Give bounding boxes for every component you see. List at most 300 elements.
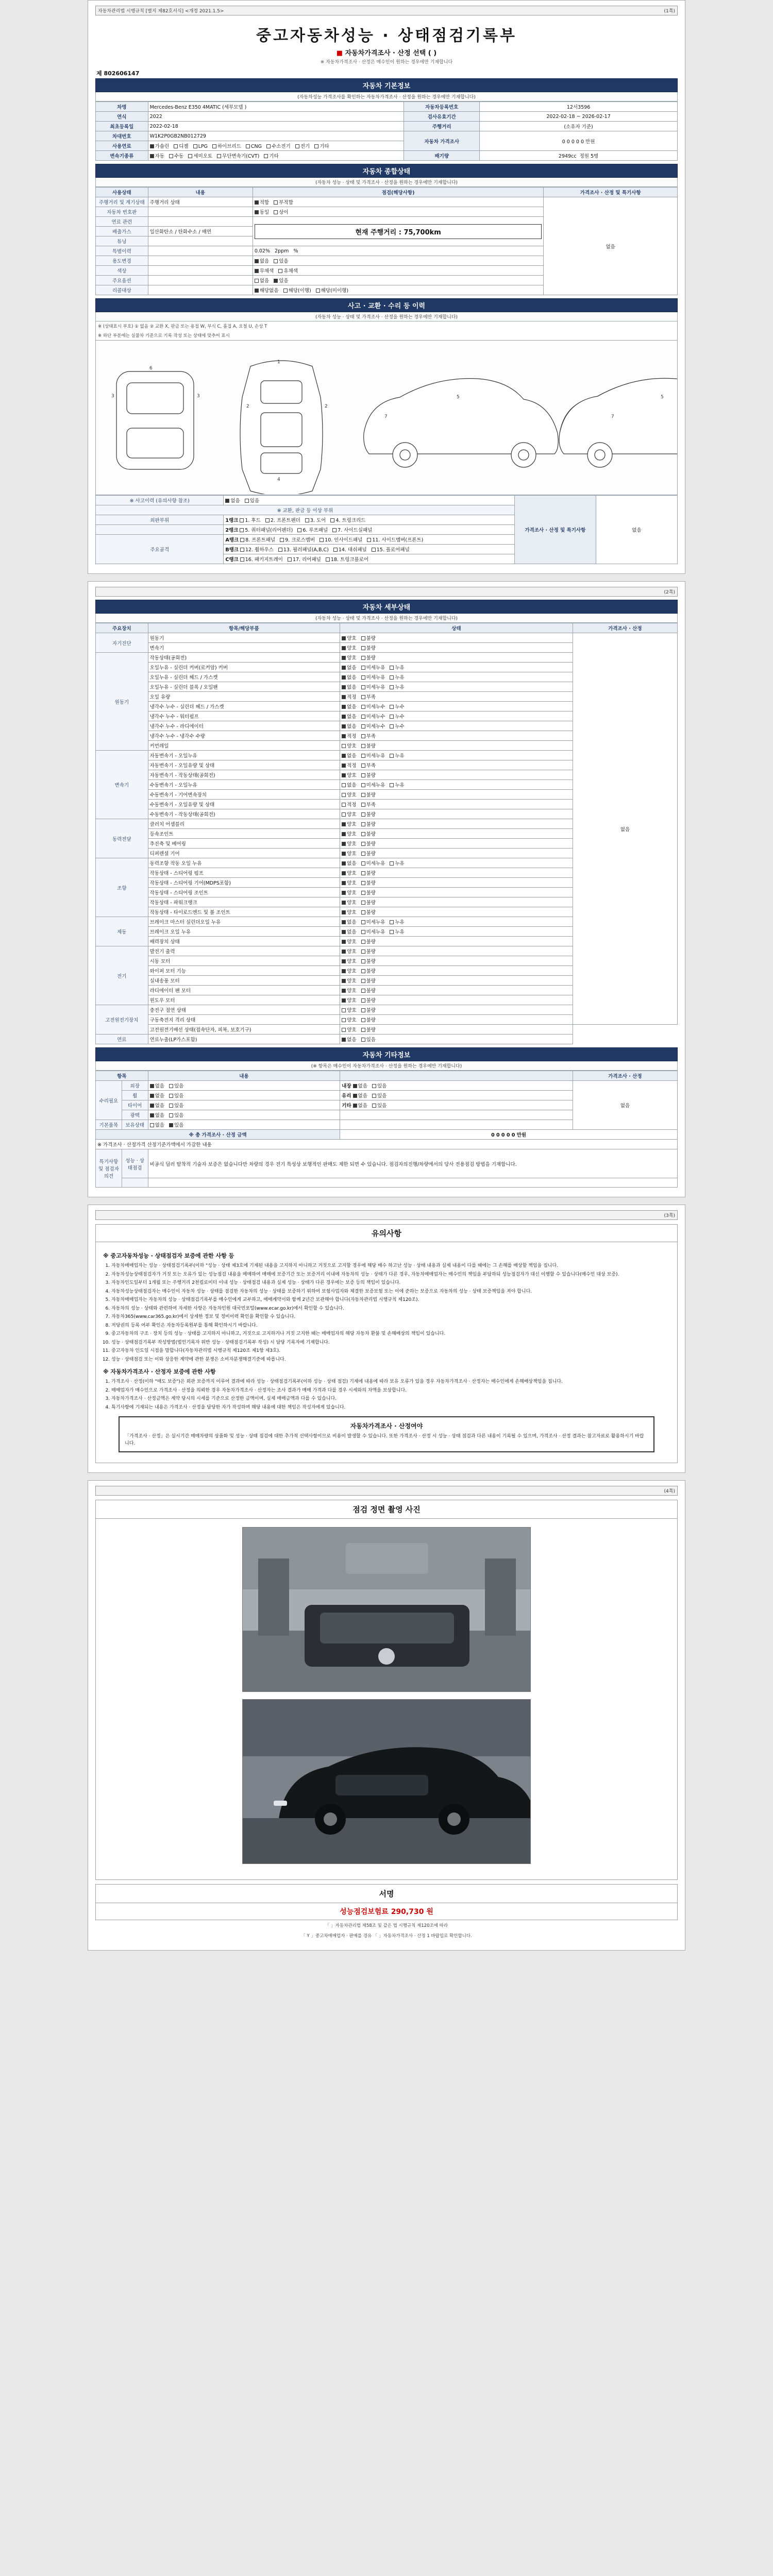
opt-usechange-none[interactable]: 없음 [255, 257, 269, 264]
opt-yes[interactable]: 있음 [169, 1121, 183, 1128]
state-cv-joint [340, 829, 573, 839]
opt-mileage-bad[interactable]: 부적합 [274, 198, 293, 206]
opt-good[interactable]: 양호 [342, 947, 356, 955]
row-label-fuelrel: 연료 관련 [96, 217, 148, 227]
opt-slight[interactable]: 미세누유 [361, 918, 385, 925]
car-diagram-svg [96, 341, 677, 494]
opt-leak[interactable]: 누수 [390, 703, 404, 710]
opt-none[interactable]: 없음 [342, 683, 356, 690]
vehicle-exterior-photo-svg [243, 1700, 530, 1863]
trans-option-other[interactable]: 기타 [264, 152, 278, 159]
parts-rank-1: 1랭크 1. 후드 2. 프론트펜더 3. 도어 4. 트렁크리드 [224, 515, 515, 525]
label-model-year: 연식 [96, 112, 148, 122]
opt-leak[interactable]: 누수 [390, 722, 404, 730]
opt-bad[interactable]: 불량 [361, 850, 376, 857]
callout-title: 자동차가격조사 · 산정여야 [350, 1422, 423, 1430]
opt-leak[interactable]: 누유 [390, 752, 404, 759]
group-transmission: 변속기 [96, 751, 148, 819]
opt-yes[interactable]: 있음 [169, 1111, 183, 1118]
opt-options-yes[interactable]: 있음 [274, 277, 288, 284]
label-mileage: 주행거리 [404, 122, 480, 131]
label-accident-history: ※ 사고이력 (유의사항 참조) [96, 496, 224, 505]
group-fuel: 연료 [96, 1035, 148, 1044]
footer-line-2: 「 Y 」중고차매매업자 · 판매를 경유 「 」자동차가격조사 · 산정 1 바랍입로 확인합니다. [301, 1934, 472, 1939]
opt-good[interactable]: 양호 [342, 879, 356, 886]
opt-good[interactable]: 양호 [342, 742, 356, 749]
opt-none[interactable]: 없음 [342, 713, 356, 720]
state-steer-joint [340, 888, 573, 897]
opt-none[interactable]: 없음 [150, 1121, 164, 1128]
opt-bad[interactable]: 불량 [361, 1016, 376, 1023]
opt-color-chromatic[interactable]: 유채색 [278, 267, 298, 274]
trans-option-semi[interactable]: 세미오토 [188, 152, 212, 159]
opt-bad[interactable]: 불량 [361, 742, 376, 749]
opt-good[interactable]: 양호 [342, 791, 356, 798]
opt-none[interactable]: 없음 [150, 1082, 164, 1089]
parts-rank-b: B랭크 12. 휠하우스 13. 필러패널(A,B,C) 14. 대쉬패널 15. 플로어패널 [224, 545, 515, 554]
row-check-plate [253, 207, 544, 217]
opt-none[interactable]: 없음 [353, 1092, 367, 1099]
opt-none[interactable]: 없음 [342, 664, 356, 671]
part-trunk-lid[interactable]: 4. 트렁크리드 [330, 516, 365, 523]
state-steer-pump [340, 868, 573, 878]
item-coolant-head: 냉각수 누수 - 실린더 헤드 / 가스켓 [148, 702, 340, 711]
emission-smoke: % [293, 248, 298, 254]
part-wheel-house[interactable]: 12. 휠하우스 [240, 546, 274, 553]
opt-bad[interactable]: 불량 [361, 1026, 376, 1033]
opt-bad[interactable]: 불량 [361, 987, 376, 994]
state-oil-level [340, 692, 573, 702]
opt-none[interactable]: 없음 [342, 673, 356, 681]
opt-bad[interactable]: 불량 [361, 634, 376, 641]
list-item: 9. 중고자동차의 구조 · 장치 등의 성능 · 상태를 고지하지 아니하고, 거짓으로 고지하거나 거짓 고지한 때는 매매업자의 해당 자동차 환불 및 손해배상의 책임이 있습니다. [111, 1331, 670, 1338]
opt-options-none[interactable]: 없음 [255, 277, 269, 284]
page-4 [88, 1480, 685, 1951]
value-accident-history [224, 496, 515, 505]
opt-low[interactable]: 부족 [361, 801, 376, 808]
table-row [96, 151, 678, 161]
opt-good[interactable]: 양호 [342, 1016, 356, 1023]
opt-bad[interactable]: 불량 [361, 899, 376, 906]
price-survey-callout [119, 1416, 654, 1452]
list-item: 5. 자동차매매업자는 자동차의 성능 · 상태점검기록부를 매수인에게 교부하고, 매매계약서와 함께 2년간 보관해야 합니다(자동차관리법 시행규칙 제120조). [111, 1297, 670, 1304]
opt-good[interactable]: 양호 [342, 820, 356, 827]
vehicle-damage-diagram[interactable] [95, 341, 678, 495]
state-engine-diag [340, 633, 573, 643]
row-label-mileage-state: 주행거리 및 계기상태 [96, 197, 148, 207]
state-drive-battery [340, 1015, 573, 1025]
notice-title: 유의사항 [95, 1224, 678, 1242]
section-detail-sub: (자동차 성능 · 상태 및 가격조사 · 산정을 원하는 경우에만 기재합니다) [95, 614, 678, 623]
part-inside-panel[interactable]: 10. 인사이드패널 [320, 536, 362, 543]
opt-bad[interactable]: 불량 [361, 840, 376, 847]
fuel-option-other[interactable]: 기타 [314, 142, 329, 149]
form-legal-ref: 자동차관리법 시행규칙 [별지 제82호서식] <개정 2021.1.5> [98, 9, 224, 14]
state-at-oil-level [340, 760, 573, 770]
opt-proper[interactable]: 적정 [342, 801, 356, 808]
item-wiper-motor: 와이퍼 모터 기능 [148, 966, 340, 976]
label-transmission: 변속기종류 [96, 151, 148, 161]
opt-bad[interactable]: 불량 [361, 957, 376, 964]
photos-title: 점검 정면 촬영 사진 [95, 1500, 678, 1519]
group-steering: 조향 [96, 858, 148, 917]
item-steer-pump: 작동상태 - 스티어링 펌프 [148, 868, 340, 878]
doc-no-value: 802606147 [104, 70, 140, 77]
opt-slight[interactable]: 미세누수 [361, 713, 385, 720]
opt-none[interactable]: 없음 [342, 918, 356, 925]
opt-bad[interactable]: 불량 [361, 654, 376, 661]
state-rocker-cover [340, 663, 573, 672]
document-subtitle [95, 47, 678, 57]
part-cross-member[interactable]: 9. 크로스멤버 [280, 536, 315, 543]
accident-legend-1: ※ (상태표시 부호) ① 없음 ② 교환 X, 판금 또는 용접 W, 부식 C, 흠집 A, 요철 U, 손상 T [95, 321, 678, 331]
item-trans-diag: 변속기 [148, 643, 340, 653]
svg-text:3: 3 [197, 394, 200, 399]
item-coolant-level: 냉각수 누수 - 냉각수 수량 [148, 731, 340, 741]
page-3 [88, 1205, 685, 1473]
trans-option-auto[interactable]: 자동 [150, 152, 164, 159]
etc-state-other: 기타 없음 있음 [340, 1100, 573, 1110]
item-water-pump: 냉각수 누수 - 워터펌프 [148, 711, 340, 721]
part-side-sill[interactable]: 7. 사이드실패널 [332, 526, 372, 533]
opt-bad[interactable]: 불량 [361, 908, 376, 916]
opt-recall-done[interactable]: 해당(이행) [283, 286, 311, 294]
row-check-recall [253, 285, 544, 295]
opt-leak[interactable]: 누유 [390, 683, 404, 690]
label-car-name: 차명 [96, 102, 148, 112]
opt-low[interactable]: 부족 [361, 761, 376, 769]
opt-slight[interactable]: 미세누유 [361, 664, 385, 671]
fuel-option-gasoline[interactable]: 가솔린 [150, 142, 170, 149]
opt-none[interactable]: 없음 [150, 1111, 164, 1118]
part-dash-panel[interactable]: 14. 대쉬패널 [333, 546, 367, 553]
state-cyl-block [340, 682, 573, 692]
fuel-option-diesel[interactable]: 디젤 [174, 142, 188, 149]
vehicle-exterior-photo[interactable] [242, 1699, 531, 1864]
label-vin: 차대번호 [96, 131, 148, 141]
table-row [96, 1149, 678, 1178]
opt-none[interactable]: 없음 [150, 1101, 164, 1109]
item-cyl-head: 오일누유 - 실린더 헤드 / 가스켓 [148, 672, 340, 682]
item-alternator: 발전기 출력 [148, 946, 340, 956]
subtitle-mark: ■ [336, 49, 343, 57]
opt-bad[interactable]: 불량 [361, 791, 376, 798]
opt-yes[interactable]: 있음 [372, 1092, 386, 1099]
opt-good[interactable]: 양호 [342, 1026, 356, 1033]
opt-leak[interactable]: 누유 [390, 859, 404, 867]
etc-state-tire [148, 1100, 340, 1110]
opinion-sub-label: 성능 · 상태점검 [122, 1149, 148, 1178]
opt-leak[interactable]: 누유 [390, 673, 404, 681]
opt-none[interactable]: 없음 [353, 1101, 367, 1109]
notice-list-1 [111, 1263, 670, 1363]
section-overall: 자동차 종합상태 [95, 164, 678, 178]
opt-recall-pending[interactable]: 해당(미이행) [316, 286, 348, 294]
opt-leak[interactable]: 누유 [390, 918, 404, 925]
item-radiator-fan: 라디에이터 팬 모터 [148, 986, 340, 995]
part-rear-panel[interactable]: 17. 리어패널 [288, 555, 321, 563]
subtitle-text: 자동차가격조사 · 산정 선택 ( ) [345, 49, 437, 57]
opt-accident-none[interactable]: 없음 [225, 497, 240, 504]
opt-slight[interactable]: 미세누수 [361, 722, 385, 730]
opt-none[interactable]: 없음 [342, 752, 356, 759]
opinion-text[interactable]: 비공식 딜러 탈착적 기술자 보증은 없습니다만 차량의 경우 전기 특성상 보행적인 판매도 제한 되면 수 있습니다. 점검자의진행/차량에서의 당사 전용점검 방법을 기재합니다. [148, 1149, 677, 1178]
opt-slight[interactable]: 미세누유 [361, 673, 385, 681]
opt-slight[interactable]: 미세누유 [361, 752, 385, 759]
table-row [96, 1178, 678, 1188]
opt-good[interactable]: 양호 [342, 644, 356, 651]
opt-none[interactable]: 없음 [342, 703, 356, 710]
opt-recall-none[interactable]: 해당없음 [255, 286, 279, 294]
table-row [96, 1140, 678, 1149]
opt-bad[interactable]: 불량 [361, 947, 376, 955]
opt-good[interactable]: 양호 [342, 899, 356, 906]
state-mt-shift [340, 790, 573, 800]
opt-none[interactable]: 없음 [353, 1082, 367, 1089]
opt-leak[interactable]: 누유 [390, 781, 404, 788]
etc-state-exterior [148, 1081, 340, 1091]
opt-bad[interactable]: 불량 [361, 879, 376, 886]
section-accident: 사고 · 교환 · 수리 등 이력 [95, 298, 678, 312]
opt-yes[interactable]: 있음 [372, 1082, 386, 1089]
opt-bad[interactable]: 불량 [361, 644, 376, 651]
opt-slight[interactable]: 미세누유 [361, 683, 385, 690]
part-door[interactable]: 3. 도어 [305, 516, 326, 523]
form-topbar-4 [95, 1486, 678, 1496]
document-number [96, 69, 678, 77]
part-side-member[interactable]: 11. 사이드멤버(프론트) [367, 536, 423, 543]
item-steer-joint: 작동상태 - 스티어링 조인트 [148, 888, 340, 897]
row-label-recall: 리콜대상 [96, 285, 148, 295]
opt-bad[interactable]: 불량 [361, 1006, 376, 1013]
trans-option-cvt[interactable]: 무단변속기(CVT) [217, 152, 259, 159]
list-item: 6. 자동차의 성능 · 상태와 관련하여 자세한 사항은 자동차민원 대국민포털(www.ecar.go.kr)에서 확인할 수 있습니다. [111, 1306, 670, 1313]
row-content-mileage: 주행거리 상태 [148, 197, 253, 207]
svg-text:5: 5 [457, 395, 460, 400]
table-header-row [96, 188, 678, 197]
item-hv-wiring: 고전원전기배선 상태(접속단자, 피복, 보호기구) [148, 1025, 340, 1035]
opt-good[interactable]: 양호 [342, 987, 356, 994]
opt-leak[interactable]: 누유 [390, 928, 404, 935]
section-basic-info: 자동차 기본정보 [95, 78, 678, 92]
opt-good[interactable]: 양호 [342, 889, 356, 896]
row-label-emission: 배출가스 [96, 227, 148, 236]
page-number-1: (1쪽) [664, 9, 675, 14]
label-fuel: 사용연료 [96, 141, 148, 151]
opt-good[interactable]: 양호 [342, 850, 356, 857]
table-row [96, 1081, 678, 1091]
opt-leak[interactable]: 누유 [390, 664, 404, 671]
part-roof-panel[interactable]: 6. 루프패널 [297, 526, 328, 533]
value-displacement: 2949cc 정원 5명 [480, 151, 678, 161]
opt-slight[interactable]: 미세누수 [361, 703, 385, 710]
state-blower-motor [340, 976, 573, 986]
opt-accident-yes[interactable]: 있음 [245, 497, 259, 504]
accident-history-table [95, 495, 678, 564]
opt-none[interactable]: 없음 [342, 859, 356, 867]
table-row [96, 1130, 678, 1140]
item-charge-port: 충전구 절연 상태 [148, 1005, 340, 1015]
opt-good[interactable]: 양호 [342, 810, 356, 818]
opt-proper[interactable]: 적정 [342, 693, 356, 700]
row-check-mileage [253, 197, 544, 207]
svg-text:5: 5 [661, 395, 664, 400]
state-common-rail [340, 741, 573, 751]
state-drive-shaft [340, 839, 573, 849]
fuel-option-electric[interactable]: 전기 [295, 142, 310, 149]
opt-plate-diff[interactable]: 상이 [274, 208, 288, 215]
item-cyl-block: 오일누유 - 실린더 블록 / 오일팬 [148, 682, 340, 692]
opt-good[interactable]: 양호 [342, 938, 356, 945]
opt-plate-same[interactable]: 동일 [255, 208, 269, 215]
fuel-option-hydrogen[interactable]: 수소전기 [266, 142, 291, 149]
col-etc-item: 항목 [96, 1071, 148, 1081]
opt-slight[interactable]: 미세누유 [361, 928, 385, 935]
state-radiator-fan [340, 986, 573, 995]
form-topbar-2 [95, 587, 678, 597]
opt-yes[interactable]: 있음 [169, 1092, 183, 1099]
opt-none[interactable]: 없음 [342, 722, 356, 730]
state-steer-gear [340, 878, 573, 888]
opt-none[interactable]: 없음 [342, 781, 356, 788]
part-floor-panel[interactable]: 15. 플로어패널 [372, 546, 410, 553]
list-item: 11. 중고자동차 인도일 시점을 말합니다(자동차관리법 시행규칙 제120조 제1항 제3호). [111, 1348, 670, 1355]
opt-bad[interactable]: 불량 [361, 977, 376, 984]
state-radiator [340, 721, 573, 731]
opt-proper[interactable]: 적정 [342, 732, 356, 739]
opt-good[interactable]: 양호 [342, 1006, 356, 1013]
opt-bad[interactable]: 불량 [361, 967, 376, 974]
opt-none[interactable]: 없음 [342, 1036, 356, 1043]
opt-slight[interactable]: 미세누유 [361, 781, 385, 788]
opt-good[interactable]: 양호 [342, 654, 356, 661]
opt-bad[interactable]: 불량 [361, 889, 376, 896]
opt-none[interactable]: 없음 [342, 928, 356, 935]
page-2 [88, 581, 685, 1197]
opt-good[interactable]: 양호 [342, 634, 356, 641]
opt-good[interactable]: 양호 [342, 908, 356, 916]
opt-slight[interactable]: 미세누유 [361, 859, 385, 867]
callout-body: 「가격조사 · 산정」은 실시기간 매매차량의 상품화 및 성능 · 상태 점검에 대한 추가적 선택사항이므로 비용이 발생할 수 있습니다. 또한 가격조사 · 산정 시 성능 · 상태 점검과 다른 내용이 기록될 수 있으며, 가격조사 · 산정 결과는 참고자료로 활용하시기 바랍니다. [125, 1434, 644, 1446]
item-mt-oil: 수동변속기 - 오일유량 및 상태 [148, 800, 340, 809]
section-etc: 자동차 기타정보 [95, 1047, 678, 1061]
opt-good[interactable]: 양호 [342, 840, 356, 847]
opt-good[interactable]: 양호 [342, 771, 356, 778]
opt-yes[interactable]: 있음 [169, 1082, 183, 1089]
item-at-oil-level: 자동변속기 - 오일유량 및 상태 [148, 760, 340, 770]
row-check-emission-values [253, 246, 544, 256]
fuel-option-lpg[interactable]: LPG [193, 144, 208, 149]
opt-mileage-ok[interactable]: 적합 [255, 198, 269, 206]
part-package-tray[interactable]: 16. 패키지트레이 [240, 555, 283, 563]
opt-bad[interactable]: 불량 [361, 810, 376, 818]
col-state: 상태 [340, 623, 573, 633]
list-item: 2. 자동차성능상태점검자가 거짓 또는 오류가 있는 성능점검 내용을 매매하여 매매에 보증기간 또는 보증거리 이내에 자동차의 성능 · 상태가 다른 경우, 자동차매매업자는 매수인의 책임을 부담하되 성능점검자가 대신 이행할 수 있습니다(매수인 대상 보증). [111, 1272, 670, 1279]
opt-yes[interactable]: 있음 [169, 1101, 183, 1109]
part-pillar-panel[interactable]: 13. 필러패널(A,B,C) [278, 546, 329, 553]
opt-good[interactable]: 양호 [342, 957, 356, 964]
item-common-rail: 커먼레일 [148, 741, 340, 751]
row-label-plate: 자동차 번호판 [96, 207, 148, 217]
value-mileage-note: (소유자 기준) [480, 122, 678, 131]
opt-leak[interactable]: 누수 [390, 713, 404, 720]
part-front-panel[interactable]: 8. 프론트패널 [240, 536, 275, 543]
total-price-value: 0 0 0 0 0 만원 [340, 1130, 678, 1140]
opt-bad[interactable]: 불량 [361, 996, 376, 1004]
value-car-name: Mercedes-Benz E350 4MATIC (세부모델 ) [148, 102, 404, 112]
accident-price-head: 가격조사 · 산정 및 특기사항 [514, 496, 596, 564]
etc-group-basic-items: 기본품목 [96, 1120, 122, 1130]
opt-yes[interactable]: 있음 [361, 1036, 376, 1043]
opt-good[interactable]: 양호 [342, 869, 356, 876]
part-hood[interactable]: 1. 후드 [240, 516, 260, 523]
item-brake-oil: 브레이크 오일 누유 [148, 927, 340, 937]
table-row [96, 112, 678, 122]
fuel-option-cng[interactable]: CNG [246, 144, 262, 149]
table-row [96, 496, 678, 505]
opt-bad[interactable]: 불량 [361, 771, 376, 778]
opt-color-achromatic[interactable]: 무채색 [255, 267, 274, 274]
state-alternator [340, 946, 573, 956]
opt-good[interactable]: 양호 [342, 977, 356, 984]
row-label-options: 주요옵션 [96, 276, 148, 285]
trans-option-manual[interactable]: 수동 [169, 152, 183, 159]
opt-good[interactable]: 양호 [342, 967, 356, 974]
opt-none[interactable]: 없음 [150, 1092, 164, 1099]
opt-bad[interactable]: 불량 [361, 830, 376, 837]
detail-price-value: 없음 [573, 633, 677, 1025]
item-engine-idle: 작동상태(공회전) [148, 653, 340, 663]
opt-yes[interactable]: 있음 [372, 1101, 386, 1109]
item-at-idle: 자동변속기 - 작동상태(공회전) [148, 770, 340, 780]
row-label-history: 특별이력 [96, 246, 148, 256]
part-trunk-floor[interactable]: 18. 트렁크플로어 [326, 555, 368, 563]
opt-usechange-yes[interactable]: 있음 [274, 257, 288, 264]
state-power-crank [340, 897, 573, 907]
form-legal-ref-2 [98, 588, 99, 595]
opt-low[interactable]: 부족 [361, 693, 376, 700]
table-row [96, 1025, 678, 1035]
opt-good[interactable]: 양호 [342, 996, 356, 1004]
col-etc-price: 가격조사 · 산정 [573, 1071, 677, 1081]
opt-bad[interactable]: 불량 [361, 869, 376, 876]
item-fuel-leak: 연료누출(LP가스포함) [148, 1035, 340, 1044]
parts-rank-2: 2랭크 5. 쿼터패널(리어펜더) 6. 루프패널 7. 사이드실패널 [224, 525, 515, 535]
part-front-fender[interactable]: 2. 프론트펜더 [265, 516, 300, 523]
etc-group-repair: 수리필요 [96, 1081, 122, 1120]
table-row [96, 131, 678, 141]
opt-bad[interactable]: 불량 [361, 820, 376, 827]
table-row [96, 633, 678, 643]
total-price-label: ※ 총 가격조사 · 산정 금액 [96, 1130, 340, 1140]
engine-bay-photo[interactable] [242, 1527, 531, 1692]
state-at-leak [340, 751, 573, 760]
opt-bad[interactable]: 불량 [361, 938, 376, 945]
parts-type-outer: 외판부위 [96, 515, 224, 525]
label-plate-no: 자동차등록번호 [404, 102, 480, 112]
fuel-option-hybrid[interactable]: 하이브리드 [212, 142, 241, 149]
opt-low[interactable]: 부족 [361, 732, 376, 739]
opt-proper[interactable]: 적정 [342, 761, 356, 769]
notice-heading-2: ※ 자동차가격조사 · 산정자 보증에 관한 사항 [103, 1368, 216, 1375]
part-quarter-panel[interactable]: 5. 쿼터패널(리어펜더) [240, 526, 293, 533]
footer-line-1: 「 」자동차관리법 제58조 및 같은 법 시행규칙 제120조에 따라 [325, 1923, 448, 1928]
etc-state-possession [148, 1120, 340, 1130]
basic-info-table [95, 101, 678, 161]
emission-co: 0.02% [254, 248, 271, 254]
opt-good[interactable]: 양호 [342, 830, 356, 837]
item-cv-joint: 등속조인트 [148, 829, 340, 839]
